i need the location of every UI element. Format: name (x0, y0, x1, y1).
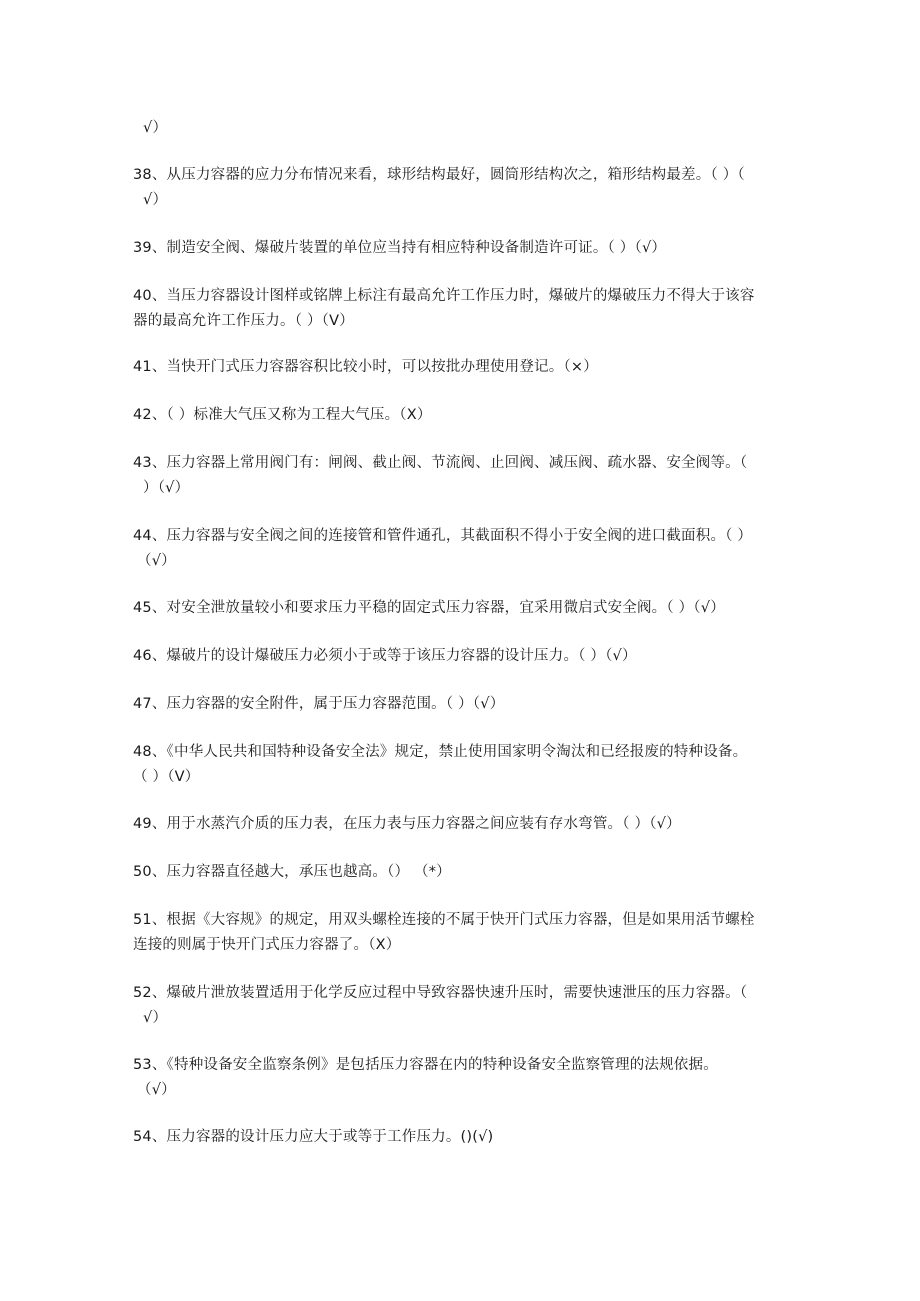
question-44 (133, 524, 793, 574)
line: 54、压力容器的设计压力应大于或等于工作压力。()(√) (133, 1129, 494, 1145)
question-39 (133, 236, 793, 261)
line: 38、从压力容器的应力分布情况来看，球形结构最好，圆筒形结构次之，箱形结构最差。（ ）（ (133, 167, 745, 183)
line: 45、对安全泄放量较小和要求压力平稳的固定式压力容器，宜采用微启式安全阀。（ ）（√） (133, 600, 725, 616)
question-49 (133, 812, 793, 837)
question-46 (133, 644, 793, 669)
line: 连接的则属于快开门式压力容器了。（X） (133, 937, 401, 953)
question-53 (133, 1053, 793, 1103)
line: 49、用于水蒸汽介质的压力表，在压力表与压力容器之间应装有存水弯管。（ ）（√） (133, 816, 681, 832)
question-43 (133, 451, 793, 501)
question-45 (133, 596, 793, 621)
line: 47、压力容器的安全附件，属于压力容器范围。（ ）（√） (133, 696, 505, 712)
question-47 (133, 692, 793, 717)
question-50 (133, 860, 793, 885)
line: （ ）（V） (133, 769, 200, 785)
question-51 (133, 908, 793, 958)
line: 43、压力容器上常用阀门有：闸阀、截止阀、节流阀、止回阀、减压阀、疏水器、安全阀等。（ (133, 455, 748, 471)
question-41 (133, 355, 793, 380)
line: 器的最高允许工作压力。（ ）（V） (133, 313, 354, 329)
line: √） (143, 192, 168, 208)
line: √） (143, 120, 168, 136)
line: ）（√） (143, 480, 190, 496)
question-40 (133, 284, 793, 334)
line: 53、《特种设备安全监察条例》是包括压力容器在内的特种设备安全监察管理的法规依据。 (133, 1057, 718, 1073)
line: （√） (137, 553, 176, 569)
question-52 (133, 981, 793, 1031)
line: 44、压力容器与安全阀之间的连接管和管件通孔，其截面积不得小于安全阀的进口截面积。（ ） (133, 528, 753, 544)
question-48 (133, 740, 793, 790)
question-37-tail (133, 116, 793, 141)
line: 48、《中华人民共和国特种设备安全法》规定，禁止使用国家明令淘汰和已经报废的特种设备。 (133, 744, 748, 760)
line: 39、制造安全阀、爆破片装置的单位应当持有相应特种设备制造许可证。（ ）（√） (133, 240, 667, 256)
line: 40、当压力容器设计图样或铭牌上标注有最高允许工作压力时，爆破片的爆破压力不得大于该容 (133, 288, 755, 304)
line: √） (143, 1010, 168, 1026)
line: 52、爆破片泄放装置适用于化学反应过程中导致容器快速升压时，需要快速泄压的压力容器。（ (133, 985, 748, 1001)
line: （√） (137, 1082, 176, 1098)
line: 41、当快开门式压力容器容积比较小时，可以按批办理使用登记。（×） (133, 359, 598, 375)
line: 50、压力容器直径越大，承压也越高。（） （*） (133, 864, 451, 880)
line: 51、根据《大容规》的规定，用双头螺栓连接的不属于快开门式压力容器，但是如果用活节螺栓 (133, 912, 755, 928)
line: 42、（ ）标准大气压又称为工程大气压。（X） (133, 407, 432, 423)
question-54 (133, 1125, 793, 1150)
question-38 (133, 163, 793, 213)
question-42 (133, 403, 793, 428)
line: 46、爆破片的设计爆破压力必须小于或等于该压力容器的设计压力。（ ）（√） (133, 648, 637, 664)
